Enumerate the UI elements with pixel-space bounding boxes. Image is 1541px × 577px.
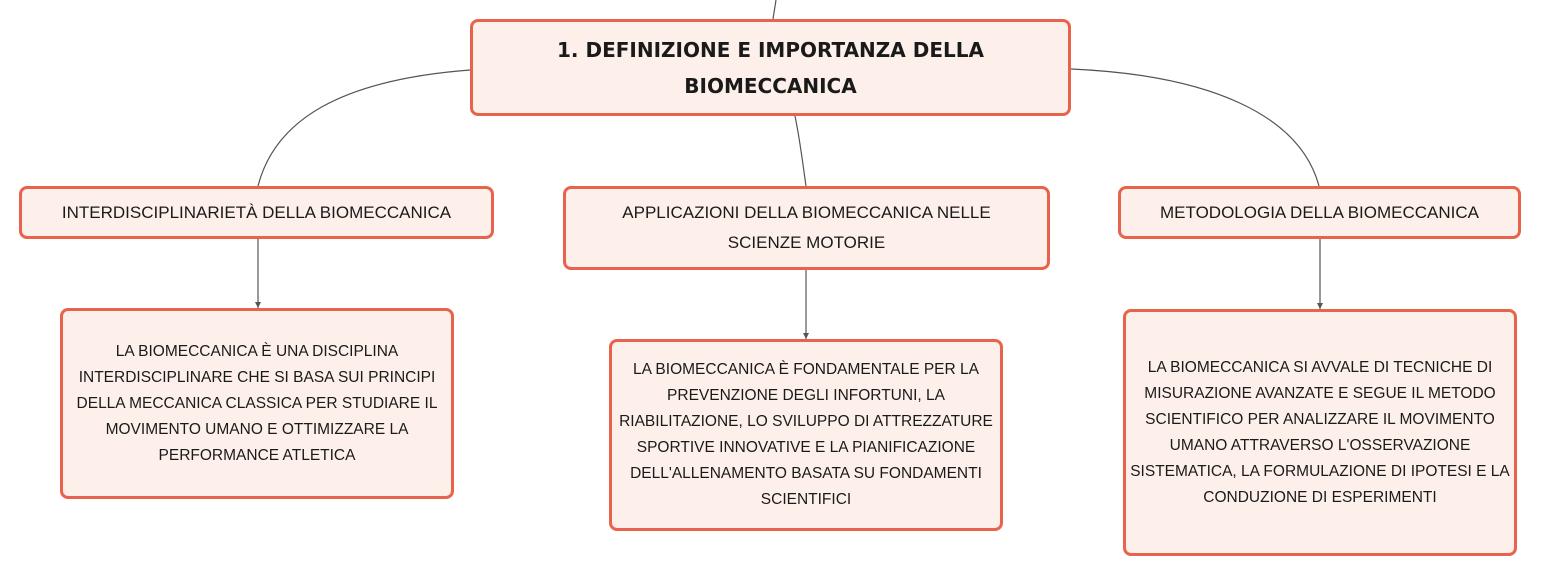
connector-root-to-metodologia bbox=[1071, 69, 1319, 186]
root-topic-label: 1. DEFINIZIONE E IMPORTANZA DELLA BIOMECCANICA bbox=[557, 37, 984, 98]
topic-applicazioni-node[interactable] bbox=[563, 186, 1050, 270]
subtopic-interdisciplinarita-description-text: LA BIOMECCANICA È UNA DISCIPLINA INTERDISCIPLINARE CHE SI BASA SUI PRINCIPI DELLA MECCANICA CLASSICA PER STUDIARE IL MOVIMENTO UMANO E OTTIMIZZARE LA PERFORMANCE ATLETICA bbox=[76, 342, 438, 464]
topic-interdisciplinarita-node[interactable] bbox=[19, 186, 494, 239]
subtopic-applicazioni-description-node[interactable] bbox=[609, 339, 1003, 531]
topic-metodologia-label: METODOLOGIA DELLA BIOMECCANICA bbox=[1160, 202, 1479, 222]
topic-applicazioni-label: APPLICAZIONI DELLA BIOMECCANICA NELLE SCIENZE MOTORIE bbox=[622, 203, 991, 252]
connector-root-to-interdisciplinarita bbox=[258, 70, 470, 186]
subtopic-interdisciplinarita-description-node[interactable] bbox=[60, 308, 454, 499]
subtopic-metodologia-description-node[interactable] bbox=[1123, 309, 1517, 556]
connector-parent-to-root bbox=[773, 0, 776, 19]
topic-interdisciplinarita-label: INTERDISCIPLINARIETÀ DELLA BIOMECCANICA bbox=[61, 202, 452, 222]
topic-metodologia-node[interactable] bbox=[1118, 186, 1521, 239]
connector-root-to-applicazioni bbox=[795, 116, 806, 186]
subtopic-applicazioni-description-text: LA BIOMECCANICA È FONDAMENTALE PER LA PREVENZIONE DEGLI INFORTUNI, LA RIABILITAZIONE, LO SVILUPPO DI ATTREZZATURE SPORTIVE INNOVATIVE E LA PIANIFICAZIONE DELL'ALLENAMENTO BASATA SU FONDAMENTI SCIENTIFICI bbox=[619, 361, 993, 508]
root-topic-node[interactable] bbox=[470, 19, 1071, 116]
subtopic-metodologia-description-text: LA BIOMECCANICA SI AVVALE DI TECNICHE DI MISURAZIONE AVANZATE E SEGUE IL METODO SCIENTIFICO PER ANALIZZARE IL MOVIMENTO UMANO ATTRAVERSO L'OSSERVAZIONE SISTEMATICA, LA FORMULAZIONE DI IPOTESI E LA CONDUZIONE DI ESPERIMENTI bbox=[1130, 358, 1510, 506]
